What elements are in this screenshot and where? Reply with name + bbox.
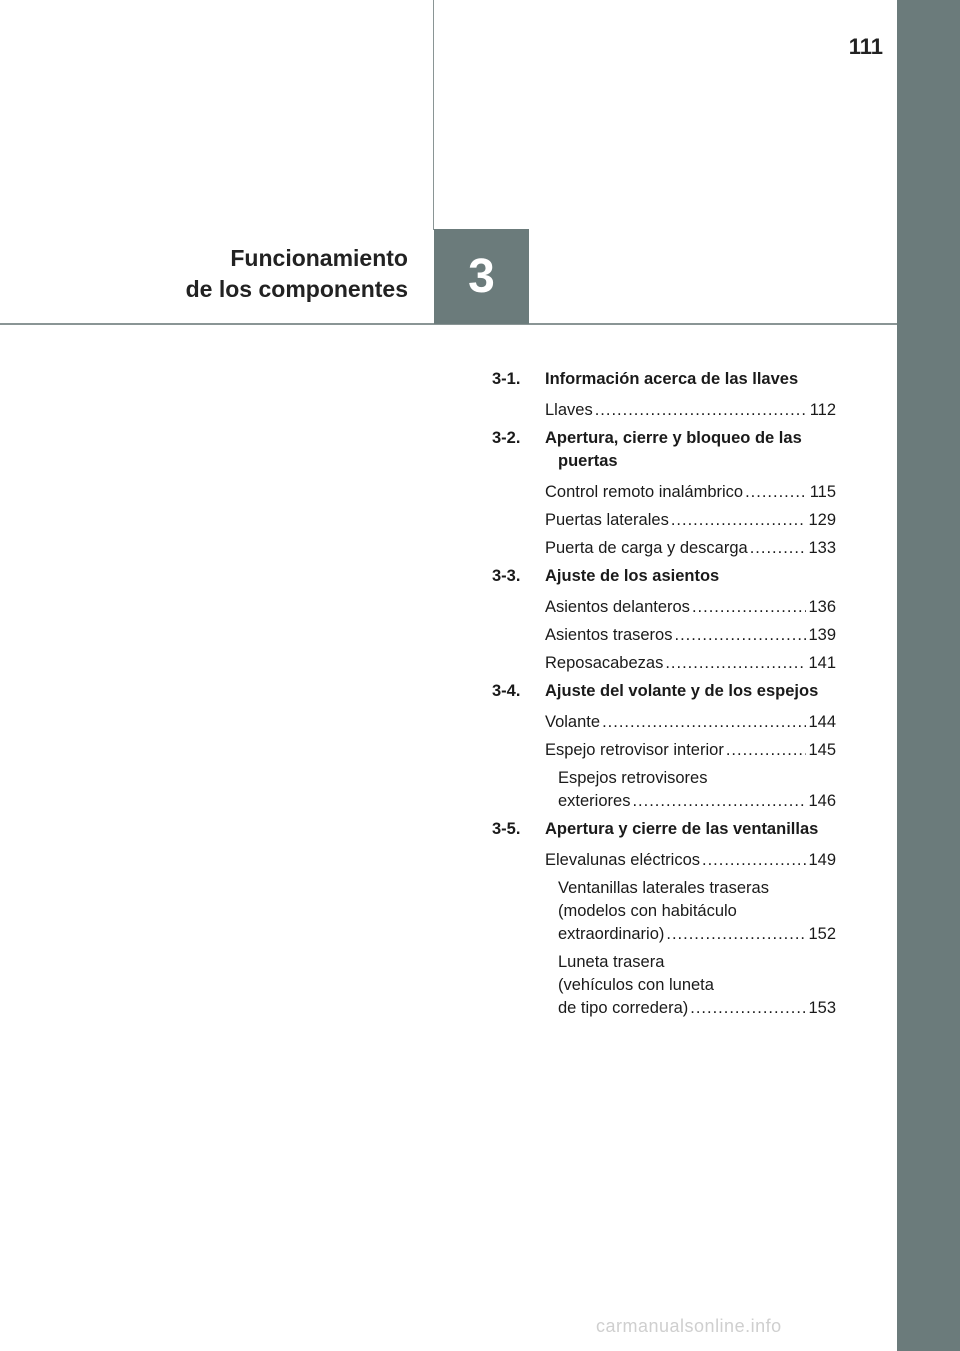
toc-entry-leader xyxy=(545,739,836,762)
toc-entry-title: Espejo retrovisor interior xyxy=(545,741,724,759)
toc-section-title: Ajuste del volante y de los espejos xyxy=(545,682,819,700)
toc-entry-title: Asientos delanteros xyxy=(545,598,690,616)
toc-section xyxy=(492,427,836,560)
toc-entry-page: 144 xyxy=(808,713,836,731)
toc-entry-title: de tipo corredera) xyxy=(558,999,689,1017)
toc-entry-title: Control remoto inalámbrico xyxy=(545,483,744,501)
toc-entry[interactable] xyxy=(492,509,836,532)
toc-section-number: 3-4. xyxy=(492,682,521,700)
toc-section xyxy=(492,368,836,422)
toc-section-number: 3-5. xyxy=(492,820,521,838)
toc-section-heading xyxy=(492,565,836,588)
chapter-title-line1: Funcionamiento xyxy=(230,245,408,271)
toc-entry-leader xyxy=(545,624,836,647)
toc-entry-leader xyxy=(545,509,836,532)
toc-entry[interactable] xyxy=(492,481,836,504)
toc-entry-leader xyxy=(545,537,836,560)
toc-entry-page: 153 xyxy=(808,999,836,1017)
leader-dots xyxy=(674,624,806,647)
toc-section-title: Apertura, cierre y bloqueo de las puertas xyxy=(545,429,802,470)
toc-entry-title: Asientos traseros xyxy=(545,626,673,644)
leader-dots xyxy=(671,509,807,532)
toc-section-title: Apertura y cierre de las ventanillas xyxy=(545,820,819,838)
toc-entry-title: exteriores xyxy=(558,792,631,810)
toc-entry[interactable] xyxy=(492,596,836,619)
toc-entry-page: 136 xyxy=(808,598,836,616)
leader-dots xyxy=(726,739,807,762)
table-of-contents xyxy=(492,368,836,1025)
toc-entry[interactable] xyxy=(492,877,836,946)
toc-section-heading xyxy=(492,368,836,391)
toc-entry[interactable] xyxy=(492,399,836,422)
toc-entry-page: 129 xyxy=(808,511,836,529)
toc-entry-leader xyxy=(545,399,836,422)
toc-entry-page: 112 xyxy=(809,401,836,419)
toc-entry-title: Llaves xyxy=(545,401,593,419)
leader-dots xyxy=(665,652,806,675)
watermark: carmanualsonline.info xyxy=(596,1316,782,1336)
toc-entry-leader xyxy=(545,849,836,872)
leader-dots xyxy=(602,711,806,734)
toc-entry-leader xyxy=(545,923,836,946)
leader-dots xyxy=(595,399,808,422)
toc-entry[interactable] xyxy=(492,739,836,762)
toc-entry-title: Volante xyxy=(545,713,601,731)
toc-entry-leader xyxy=(545,790,836,813)
toc-entry-page: 149 xyxy=(808,851,836,869)
toc-entry[interactable] xyxy=(492,652,836,675)
toc-entry-page: 146 xyxy=(808,792,836,810)
toc-entry-title: Elevalunas eléctricos xyxy=(545,851,700,869)
toc-entry-page: 141 xyxy=(808,654,836,672)
toc-entry-line: Espejos retrovisores xyxy=(558,769,708,787)
toc-entry-line: Ventanillas laterales traseras xyxy=(558,879,769,897)
toc-section-number: 3-2. xyxy=(492,429,521,447)
leader-dots xyxy=(750,537,807,560)
toc-entry-leader xyxy=(545,481,836,504)
toc-entry[interactable] xyxy=(492,537,836,560)
toc-entry-title: extraordinario) xyxy=(558,925,665,943)
page-number: 111 xyxy=(848,34,883,59)
toc-entry-page: 115 xyxy=(809,483,836,501)
toc-entry-leader xyxy=(545,596,836,619)
toc-entry-line: Luneta trasera xyxy=(558,953,665,971)
toc-entry-title: Reposacabezas xyxy=(545,654,664,672)
header-divider-vertical xyxy=(433,0,434,230)
toc-entry-page: 145 xyxy=(808,741,836,759)
toc-section-heading xyxy=(492,818,836,841)
toc-entry[interactable] xyxy=(492,767,836,813)
toc-entry[interactable] xyxy=(492,711,836,734)
chapter-number: 3 xyxy=(434,229,529,324)
toc-entry[interactable] xyxy=(492,624,836,647)
toc-section-title: Información acerca de las llaves xyxy=(545,370,799,388)
toc-entry[interactable] xyxy=(492,849,836,872)
toc-section-number: 3-3. xyxy=(492,567,521,585)
toc-entry-page: 139 xyxy=(808,626,836,644)
leader-dots xyxy=(702,849,806,872)
toc-entry-title: Puertas laterales xyxy=(545,511,669,529)
toc-section xyxy=(492,818,836,1020)
toc-entry-line: (vehículos con luneta xyxy=(558,976,714,994)
toc-entry-page: 152 xyxy=(808,925,836,943)
toc-section-number: 3-1. xyxy=(492,370,521,388)
toc-section-title: Ajuste de los asientos xyxy=(545,567,720,585)
toc-entry-page: 133 xyxy=(808,539,836,557)
toc-entry-leader xyxy=(545,652,836,675)
toc-section xyxy=(492,565,836,675)
chapter-title-line2: de los componentes xyxy=(185,276,408,302)
toc-entry-leader xyxy=(545,997,836,1020)
chapter-side-tab xyxy=(897,0,960,1351)
toc-section-heading xyxy=(492,680,836,703)
leader-dots xyxy=(690,997,806,1020)
leader-dots xyxy=(745,481,808,504)
toc-entry-line: (modelos con habitáculo xyxy=(558,902,737,920)
toc-entry-leader xyxy=(545,711,836,734)
chapter-title xyxy=(186,243,408,305)
toc-section-heading xyxy=(492,427,836,473)
leader-dots xyxy=(666,923,806,946)
toc-section xyxy=(492,680,836,813)
toc-entry[interactable] xyxy=(492,951,836,1020)
leader-dots xyxy=(692,596,807,619)
leader-dots xyxy=(632,790,806,813)
toc-entry-title: Puerta de carga y descarga xyxy=(545,539,748,557)
